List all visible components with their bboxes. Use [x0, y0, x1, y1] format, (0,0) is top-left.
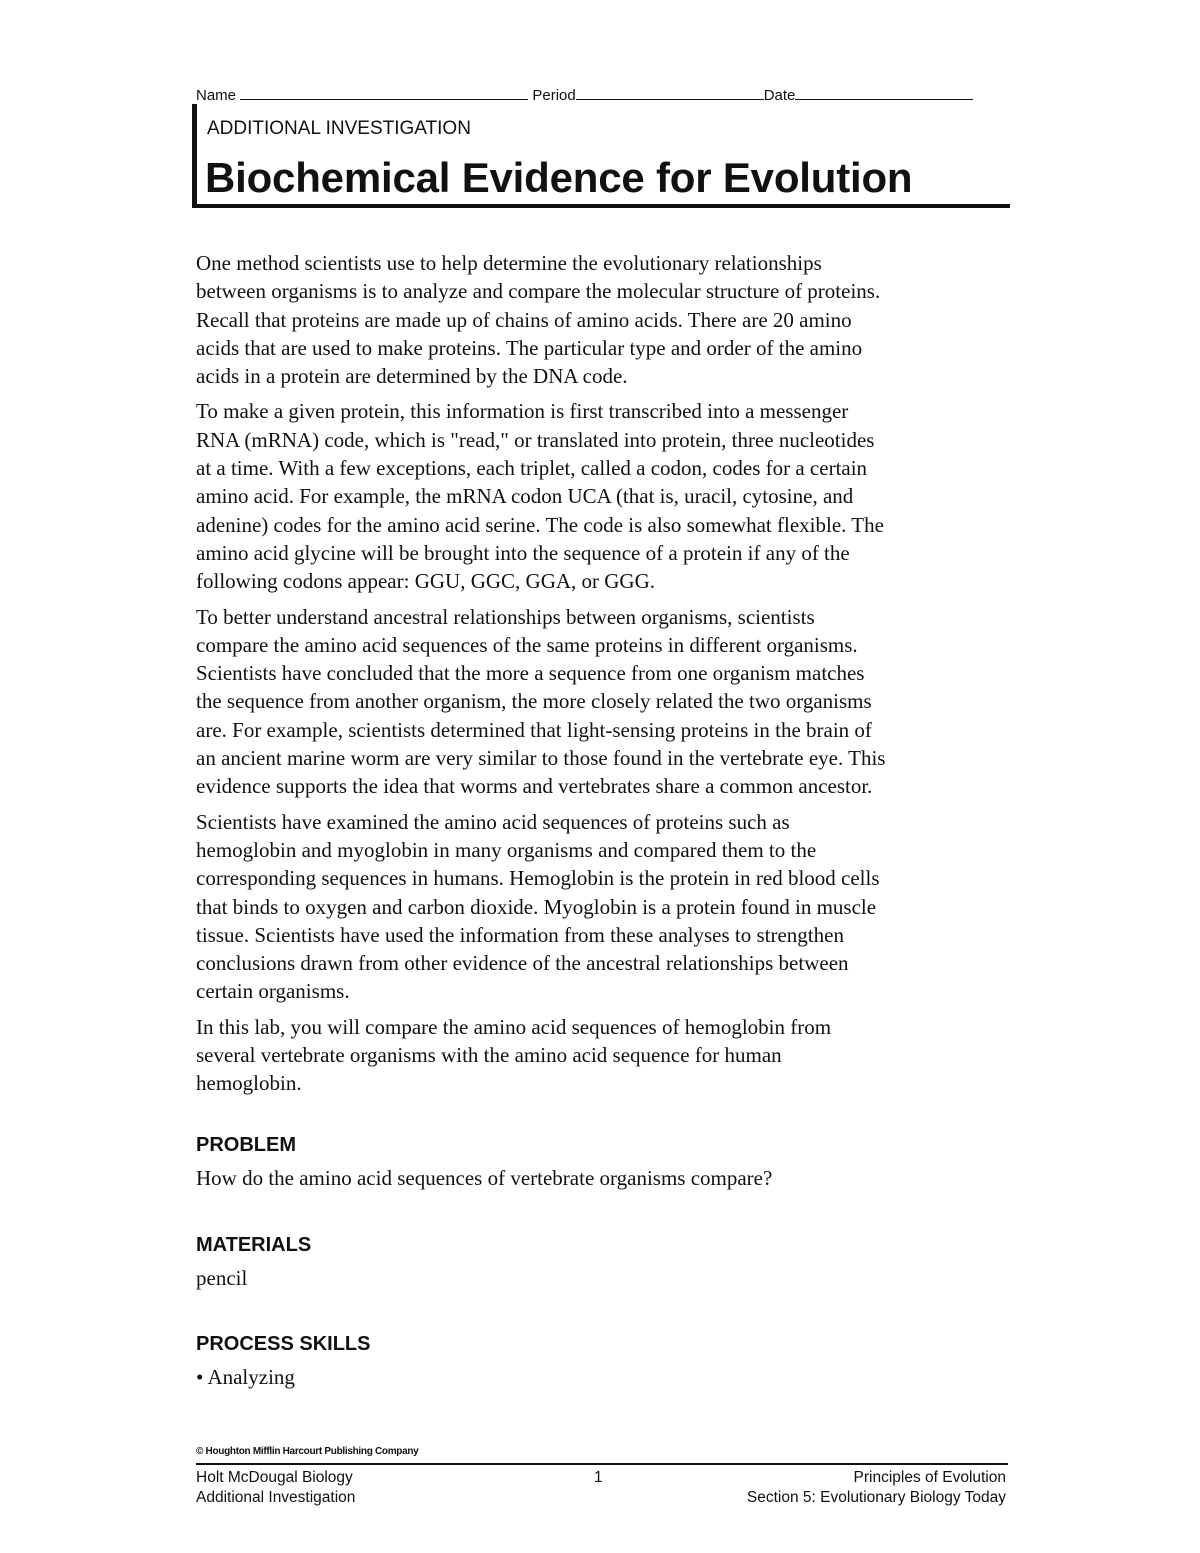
text-line: acids that are used to make proteins. The particular type and order of the amino: [196, 335, 863, 360]
paragraph-hemoglobin: [196, 808, 1016, 1006]
footer-section: Section 5: Evolutionary Biology Today: [746, 1489, 1006, 1506]
text-line: following codons appear: GGU, GGC, GGA, or GGG.: [196, 569, 656, 594]
process-skills-heading: PROCESS SKILLS: [196, 1333, 371, 1355]
name-label: Name: [196, 87, 237, 104]
process-skills-section: [196, 1331, 370, 1391]
process-skill-item: • Analyzing: [196, 1365, 295, 1389]
text-line: In this lab, you will compare the amino acid sequences of hemoglobin from: [196, 1014, 832, 1039]
materials-text: pencil: [196, 1266, 248, 1290]
text-line: at a time. With a few exceptions, each triplet, called a codon, codes for a certain: [196, 456, 868, 481]
text-line: adenine) codes for the amino acid serine. The code is also somewhat flexible. The: [196, 512, 884, 537]
text-line: One method scientists use to help determine the evolutionary relationships: [196, 251, 822, 275]
period-blank[interactable]: [576, 84, 764, 100]
footer-right: [747, 1468, 1006, 1508]
date-blank[interactable]: [795, 84, 973, 100]
footer-divider: [196, 1463, 1008, 1465]
paragraph-intro: [196, 249, 1016, 390]
text-line: amino acid. For example, the mRNA codon UCA (that is, uracil, cytosine, and: [196, 484, 854, 509]
paragraph-codons: [196, 397, 1016, 595]
text-line: acids in a protein are determined by the DNA code.: [196, 364, 628, 389]
document-subtitle: ADDITIONAL INVESTIGATION: [207, 118, 471, 139]
text-line: Scientists have concluded that the more a sequence from one organism matches: [196, 661, 865, 686]
footer-doc-type: Additional Investigation: [196, 1489, 356, 1506]
name-blank[interactable]: [240, 84, 528, 100]
text-line: are. For example, scientists determined that light-sensing proteins in the brain of: [196, 717, 872, 742]
footer-left: [196, 1468, 355, 1508]
problem-heading: PROBLEM: [196, 1134, 296, 1156]
paragraph-lab: [196, 1013, 1016, 1098]
date-label: Date: [763, 87, 796, 104]
text-line: Scientists have examined the amino acid sequences of proteins such as: [196, 809, 790, 834]
page-number: 1: [594, 1469, 603, 1486]
text-line: amino acid glycine will be brought into the sequence of a protein if any of the: [196, 540, 850, 565]
text-line: To better understand ancestral relationships between organisms, scientists: [196, 604, 815, 629]
text-line: hemoglobin.: [196, 1071, 302, 1096]
text-line: RNA (mRNA) code, which is "read," or translated into protein, three nucleotides: [196, 427, 875, 452]
text-line: between organisms is to analyze and compare the molecular structure of proteins.: [196, 279, 881, 304]
text-line: evidence supports the idea that worms and vertebrates share a common ancestor.: [196, 774, 873, 799]
text-line: certain organisms.: [196, 979, 350, 1004]
text-line: corresponding sequences in humans. Hemoglobin is the protein in red blood cells: [196, 866, 880, 891]
text-line: tissue. Scientists have used the information from these analyses to strengthen: [196, 922, 844, 947]
materials-heading: MATERIALS: [196, 1234, 312, 1256]
text-line: an ancient marine worm are very similar to those found in the vertebrate eye. This: [196, 746, 886, 771]
period-label: Period: [532, 87, 576, 104]
copyright-notice: © Houghton Mifflin Harcourt Publishing Company: [196, 1446, 419, 1457]
footer-book-title: Holt McDougal Biology: [196, 1469, 353, 1486]
text-line: Recall that proteins are made up of chains of amino acids. There are 20 amino: [196, 307, 852, 332]
text-line: the sequence from another organism, the more closely related the two organisms: [196, 689, 872, 714]
body-text: [196, 249, 1016, 1105]
text-line: hemoglobin and myoglobin in many organisms and compared them to the: [196, 837, 817, 862]
paragraph-ancestral: [196, 603, 1016, 801]
problem-section: [196, 1132, 772, 1192]
document-title: Biochemical Evidence for Evolution: [205, 154, 913, 201]
problem-text: How do the amino acid sequences of vertebrate organisms compare?: [196, 1166, 773, 1190]
text-line: conclusions drawn from other evidence of the ancestral relationships between: [196, 951, 849, 976]
text-line: To make a given protein, this information is first transcribed into a messenger: [196, 399, 849, 424]
footer-chapter: Principles of Evolution: [853, 1469, 1006, 1486]
text-line: compare the amino acid sequences of the same proteins in different organisms.: [196, 632, 858, 657]
materials-section: [196, 1232, 311, 1292]
name-period-date-line: [196, 84, 996, 106]
text-line: several vertebrate organisms with the amino acid sequence for human: [196, 1043, 782, 1068]
text-line: that binds to oxygen and carbon dioxide. Myoglobin is a protein found in muscle: [196, 894, 877, 919]
